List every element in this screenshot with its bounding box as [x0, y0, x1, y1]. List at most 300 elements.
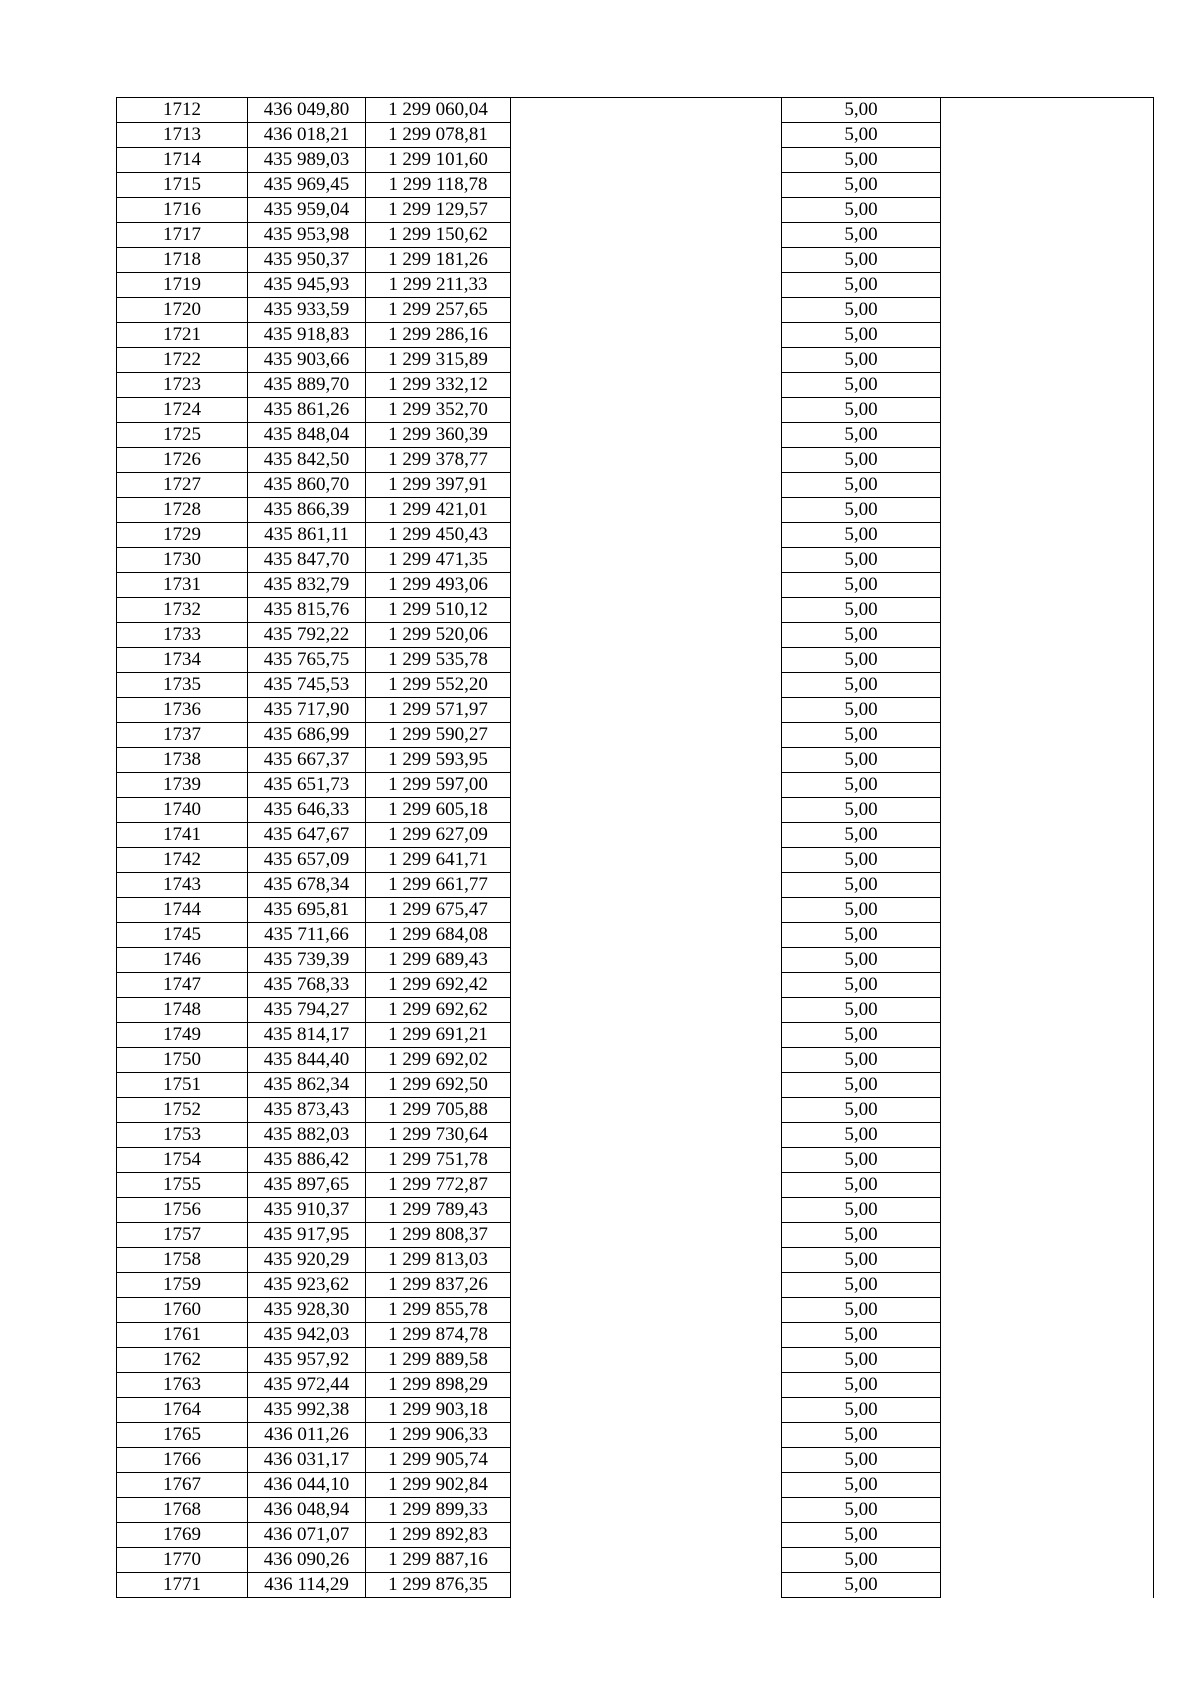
- notes-cell: [941, 1423, 1154, 1448]
- x-coordinate-cell: 435 918,83: [248, 323, 366, 348]
- table-row: [117, 1298, 1154, 1323]
- blank-cell: [511, 173, 782, 198]
- precision-cell: 5,00: [782, 1123, 941, 1148]
- precision-cell: 5,00: [782, 348, 941, 373]
- y-coordinate-cell: 1 299 118,78: [366, 173, 511, 198]
- table-row: [117, 1198, 1154, 1223]
- table-row: [117, 198, 1154, 223]
- table-row: [117, 723, 1154, 748]
- notes-cell: [941, 123, 1154, 148]
- y-coordinate-cell: 1 299 675,47: [366, 898, 511, 923]
- y-coordinate-cell: 1 299 692,62: [366, 998, 511, 1023]
- blank-cell: [511, 223, 782, 248]
- point-number-cell: 1713: [117, 123, 248, 148]
- y-coordinate-cell: 1 299 129,57: [366, 198, 511, 223]
- precision-cell: 5,00: [782, 1348, 941, 1373]
- y-coordinate-cell: 1 299 855,78: [366, 1298, 511, 1323]
- blank-cell: [511, 1548, 782, 1573]
- precision-cell: 5,00: [782, 1498, 941, 1523]
- blank-cell: [511, 1573, 782, 1598]
- blank-cell: [511, 848, 782, 873]
- table-row: [117, 1448, 1154, 1473]
- point-number-cell: 1763: [117, 1373, 248, 1398]
- table-row: [117, 1273, 1154, 1298]
- precision-cell: 5,00: [782, 1323, 941, 1348]
- table-row: [117, 823, 1154, 848]
- precision-cell: 5,00: [782, 1548, 941, 1573]
- table-row: [117, 623, 1154, 648]
- blank-cell: [511, 723, 782, 748]
- y-coordinate-cell: 1 299 520,06: [366, 623, 511, 648]
- precision-cell: 5,00: [782, 1023, 941, 1048]
- x-coordinate-cell: 435 903,66: [248, 348, 366, 373]
- x-coordinate-cell: 435 848,04: [248, 423, 366, 448]
- y-coordinate-cell: 1 299 378,77: [366, 448, 511, 473]
- point-number-cell: 1714: [117, 148, 248, 173]
- table-row: [117, 1398, 1154, 1423]
- table-row: [117, 423, 1154, 448]
- x-coordinate-cell: 435 667,37: [248, 748, 366, 773]
- y-coordinate-cell: 1 299 590,27: [366, 723, 511, 748]
- x-coordinate-cell: 435 792,22: [248, 623, 366, 648]
- point-number-cell: 1751: [117, 1073, 248, 1098]
- precision-cell: 5,00: [782, 973, 941, 998]
- notes-cell: [941, 1148, 1154, 1173]
- point-number-cell: 1771: [117, 1573, 248, 1598]
- point-number-cell: 1742: [117, 848, 248, 873]
- x-coordinate-cell: 435 953,98: [248, 223, 366, 248]
- notes-cell: [941, 1198, 1154, 1223]
- precision-cell: 5,00: [782, 748, 941, 773]
- table-row: [117, 273, 1154, 298]
- notes-cell: [941, 823, 1154, 848]
- blank-cell: [511, 1023, 782, 1048]
- x-coordinate-cell: 436 049,80: [248, 98, 366, 123]
- precision-cell: 5,00: [782, 498, 941, 523]
- blank-cell: [511, 298, 782, 323]
- notes-cell: [941, 1548, 1154, 1573]
- notes-cell: [941, 798, 1154, 823]
- x-coordinate-cell: 436 114,29: [248, 1573, 366, 1598]
- notes-cell: [941, 1073, 1154, 1098]
- blank-cell: [511, 1098, 782, 1123]
- table-row: [117, 248, 1154, 273]
- blank-cell: [511, 123, 782, 148]
- notes-cell: [941, 173, 1154, 198]
- precision-cell: 5,00: [782, 473, 941, 498]
- blank-cell: [511, 1073, 782, 1098]
- table-row: [117, 398, 1154, 423]
- table-row: [117, 1473, 1154, 1498]
- x-coordinate-cell: 435 860,70: [248, 473, 366, 498]
- x-coordinate-cell: 435 910,37: [248, 1198, 366, 1223]
- y-coordinate-cell: 1 299 808,37: [366, 1223, 511, 1248]
- notes-cell: [941, 98, 1154, 123]
- table-row: [117, 1073, 1154, 1098]
- point-number-cell: 1739: [117, 773, 248, 798]
- table-row: [117, 1098, 1154, 1123]
- x-coordinate-cell: 435 989,03: [248, 148, 366, 173]
- notes-cell: [941, 598, 1154, 623]
- point-number-cell: 1747: [117, 973, 248, 998]
- notes-cell: [941, 873, 1154, 898]
- point-number-cell: 1762: [117, 1348, 248, 1373]
- x-coordinate-cell: 435 832,79: [248, 573, 366, 598]
- y-coordinate-cell: 1 299 641,71: [366, 848, 511, 873]
- blank-cell: [511, 873, 782, 898]
- precision-cell: 5,00: [782, 648, 941, 673]
- blank-cell: [511, 1323, 782, 1348]
- point-number-cell: 1744: [117, 898, 248, 923]
- notes-cell: [941, 623, 1154, 648]
- table-row: [117, 523, 1154, 548]
- table-row: [117, 1423, 1154, 1448]
- point-number-cell: 1748: [117, 998, 248, 1023]
- point-number-cell: 1770: [117, 1548, 248, 1573]
- precision-cell: 5,00: [782, 1573, 941, 1598]
- notes-cell: [941, 1298, 1154, 1323]
- notes-cell: [941, 923, 1154, 948]
- y-coordinate-cell: 1 299 692,50: [366, 1073, 511, 1098]
- precision-cell: 5,00: [782, 923, 941, 948]
- notes-cell: [941, 848, 1154, 873]
- point-number-cell: 1717: [117, 223, 248, 248]
- notes-cell: [941, 723, 1154, 748]
- notes-cell: [941, 448, 1154, 473]
- point-number-cell: 1723: [117, 373, 248, 398]
- blank-cell: [511, 323, 782, 348]
- y-coordinate-cell: 1 299 493,06: [366, 573, 511, 598]
- precision-cell: 5,00: [782, 1098, 941, 1123]
- precision-cell: 5,00: [782, 198, 941, 223]
- y-coordinate-cell: 1 299 535,78: [366, 648, 511, 673]
- y-coordinate-cell: 1 299 421,01: [366, 498, 511, 523]
- x-coordinate-cell: 435 765,75: [248, 648, 366, 673]
- x-coordinate-cell: 435 844,40: [248, 1048, 366, 1073]
- point-number-cell: 1766: [117, 1448, 248, 1473]
- point-number-cell: 1756: [117, 1198, 248, 1223]
- point-number-cell: 1753: [117, 1123, 248, 1148]
- point-number-cell: 1726: [117, 448, 248, 473]
- blank-cell: [511, 1173, 782, 1198]
- x-coordinate-cell: 435 959,04: [248, 198, 366, 223]
- point-number-cell: 1746: [117, 948, 248, 973]
- point-number-cell: 1768: [117, 1498, 248, 1523]
- x-coordinate-cell: 435 972,44: [248, 1373, 366, 1398]
- point-number-cell: 1767: [117, 1473, 248, 1498]
- notes-cell: [941, 1123, 1154, 1148]
- notes-cell: [941, 473, 1154, 498]
- point-number-cell: 1724: [117, 398, 248, 423]
- x-coordinate-cell: 435 678,34: [248, 873, 366, 898]
- blank-cell: [511, 248, 782, 273]
- table-row: [117, 548, 1154, 573]
- table-row: [117, 1173, 1154, 1198]
- point-number-cell: 1729: [117, 523, 248, 548]
- table-row: [117, 673, 1154, 698]
- y-coordinate-cell: 1 299 397,91: [366, 473, 511, 498]
- blank-cell: [511, 348, 782, 373]
- notes-cell: [941, 973, 1154, 998]
- point-number-cell: 1738: [117, 748, 248, 773]
- precision-cell: 5,00: [782, 1373, 941, 1398]
- y-coordinate-cell: 1 299 837,26: [366, 1273, 511, 1298]
- point-number-cell: 1719: [117, 273, 248, 298]
- x-coordinate-cell: 435 646,33: [248, 798, 366, 823]
- table-row: [117, 1248, 1154, 1273]
- y-coordinate-cell: 1 299 684,08: [366, 923, 511, 948]
- notes-cell: [941, 1323, 1154, 1348]
- blank-cell: [511, 198, 782, 223]
- precision-cell: 5,00: [782, 298, 941, 323]
- table-row: [117, 1523, 1154, 1548]
- y-coordinate-cell: 1 299 876,35: [366, 1573, 511, 1598]
- y-coordinate-cell: 1 299 471,35: [366, 548, 511, 573]
- y-coordinate-cell: 1 299 101,60: [366, 148, 511, 173]
- y-coordinate-cell: 1 299 510,12: [366, 598, 511, 623]
- blank-cell: [511, 1223, 782, 1248]
- x-coordinate-cell: 435 950,37: [248, 248, 366, 273]
- table-row: [117, 873, 1154, 898]
- x-coordinate-cell: 435 815,76: [248, 598, 366, 623]
- point-number-cell: 1734: [117, 648, 248, 673]
- precision-cell: 5,00: [782, 698, 941, 723]
- precision-cell: 5,00: [782, 273, 941, 298]
- point-number-cell: 1765: [117, 1423, 248, 1448]
- table-row: [117, 498, 1154, 523]
- y-coordinate-cell: 1 299 605,18: [366, 798, 511, 823]
- y-coordinate-cell: 1 299 705,88: [366, 1098, 511, 1123]
- table-row: [117, 598, 1154, 623]
- blank-cell: [511, 548, 782, 573]
- y-coordinate-cell: 1 299 450,43: [366, 523, 511, 548]
- x-coordinate-cell: 435 992,38: [248, 1398, 366, 1423]
- precision-cell: 5,00: [782, 1523, 941, 1548]
- precision-cell: 5,00: [782, 823, 941, 848]
- precision-cell: 5,00: [782, 448, 941, 473]
- table-row: [117, 973, 1154, 998]
- y-coordinate-cell: 1 299 906,33: [366, 1423, 511, 1448]
- table-row: [117, 573, 1154, 598]
- blank-cell: [511, 948, 782, 973]
- blank-cell: [511, 1348, 782, 1373]
- notes-cell: [941, 1348, 1154, 1373]
- blank-cell: [511, 398, 782, 423]
- blank-cell: [511, 673, 782, 698]
- point-number-cell: 1733: [117, 623, 248, 648]
- precision-cell: 5,00: [782, 948, 941, 973]
- table-row: [117, 173, 1154, 198]
- x-coordinate-cell: 435 886,42: [248, 1148, 366, 1173]
- point-number-cell: 1759: [117, 1273, 248, 1298]
- blank-cell: [511, 1473, 782, 1498]
- blank-cell: [511, 373, 782, 398]
- x-coordinate-cell: 436 011,26: [248, 1423, 366, 1448]
- point-number-cell: 1736: [117, 698, 248, 723]
- table-row: [117, 98, 1154, 123]
- y-coordinate-cell: 1 299 691,21: [366, 1023, 511, 1048]
- x-coordinate-cell: 435 768,33: [248, 973, 366, 998]
- blank-cell: [511, 798, 782, 823]
- point-number-cell: 1764: [117, 1398, 248, 1423]
- precision-cell: 5,00: [782, 848, 941, 873]
- point-number-cell: 1757: [117, 1223, 248, 1248]
- y-coordinate-cell: 1 299 150,62: [366, 223, 511, 248]
- y-coordinate-cell: 1 299 730,64: [366, 1123, 511, 1148]
- blank-cell: [511, 773, 782, 798]
- x-coordinate-cell: 435 945,93: [248, 273, 366, 298]
- x-coordinate-cell: 435 717,90: [248, 698, 366, 723]
- x-coordinate-cell: 435 969,45: [248, 173, 366, 198]
- y-coordinate-cell: 1 299 060,04: [366, 98, 511, 123]
- x-coordinate-cell: 435 873,43: [248, 1098, 366, 1123]
- blank-cell: [511, 923, 782, 948]
- x-coordinate-cell: 436 044,10: [248, 1473, 366, 1498]
- table-row: [117, 998, 1154, 1023]
- precision-cell: 5,00: [782, 998, 941, 1023]
- notes-cell: [941, 573, 1154, 598]
- blank-cell: [511, 1373, 782, 1398]
- blank-cell: [511, 473, 782, 498]
- blank-cell: [511, 598, 782, 623]
- y-coordinate-cell: 1 299 874,78: [366, 1323, 511, 1348]
- precision-cell: 5,00: [782, 798, 941, 823]
- table-row: [117, 748, 1154, 773]
- y-coordinate-cell: 1 299 593,95: [366, 748, 511, 773]
- notes-cell: [941, 898, 1154, 923]
- precision-cell: 5,00: [782, 98, 941, 123]
- precision-cell: 5,00: [782, 1398, 941, 1423]
- y-coordinate-cell: 1 299 889,58: [366, 1348, 511, 1373]
- point-number-cell: 1715: [117, 173, 248, 198]
- table-row: [117, 1023, 1154, 1048]
- blank-cell: [511, 998, 782, 1023]
- precision-cell: 5,00: [782, 1073, 941, 1098]
- point-number-cell: 1727: [117, 473, 248, 498]
- table-row: [117, 798, 1154, 823]
- notes-cell: [941, 1573, 1154, 1598]
- blank-cell: [511, 423, 782, 448]
- notes-cell: [941, 648, 1154, 673]
- notes-cell: [941, 1023, 1154, 1048]
- table-row: [117, 123, 1154, 148]
- point-number-cell: 1732: [117, 598, 248, 623]
- y-coordinate-cell: 1 299 627,09: [366, 823, 511, 848]
- table-row: [117, 323, 1154, 348]
- table-row: [117, 1373, 1154, 1398]
- blank-cell: [511, 523, 782, 548]
- y-coordinate-cell: 1 299 692,42: [366, 973, 511, 998]
- notes-cell: [941, 148, 1154, 173]
- notes-cell: [941, 398, 1154, 423]
- x-coordinate-cell: 435 862,34: [248, 1073, 366, 1098]
- x-coordinate-cell: 435 847,70: [248, 548, 366, 573]
- precision-cell: 5,00: [782, 523, 941, 548]
- notes-cell: [941, 1398, 1154, 1423]
- point-number-cell: 1741: [117, 823, 248, 848]
- table-row: [117, 1148, 1154, 1173]
- x-coordinate-cell: 435 695,81: [248, 898, 366, 923]
- x-coordinate-cell: 435 957,92: [248, 1348, 366, 1373]
- y-coordinate-cell: 1 299 211,33: [366, 273, 511, 298]
- y-coordinate-cell: 1 299 286,16: [366, 323, 511, 348]
- point-number-cell: 1761: [117, 1323, 248, 1348]
- y-coordinate-cell: 1 299 332,12: [366, 373, 511, 398]
- y-coordinate-cell: 1 299 661,77: [366, 873, 511, 898]
- point-number-cell: 1737: [117, 723, 248, 748]
- table-row: [117, 373, 1154, 398]
- notes-cell: [941, 1048, 1154, 1073]
- blank-cell: [511, 448, 782, 473]
- table-row: [117, 948, 1154, 973]
- precision-cell: 5,00: [782, 1448, 941, 1473]
- point-number-cell: 1730: [117, 548, 248, 573]
- y-coordinate-cell: 1 299 689,43: [366, 948, 511, 973]
- y-coordinate-cell: 1 299 552,20: [366, 673, 511, 698]
- y-coordinate-cell: 1 299 315,89: [366, 348, 511, 373]
- notes-cell: [941, 773, 1154, 798]
- x-coordinate-cell: 436 048,94: [248, 1498, 366, 1523]
- precision-cell: 5,00: [782, 673, 941, 698]
- precision-cell: 5,00: [782, 573, 941, 598]
- y-coordinate-cell: 1 299 789,43: [366, 1198, 511, 1223]
- x-coordinate-cell: 435 794,27: [248, 998, 366, 1023]
- notes-cell: [941, 998, 1154, 1023]
- point-number-cell: 1725: [117, 423, 248, 448]
- notes-cell: [941, 198, 1154, 223]
- blank-cell: [511, 1273, 782, 1298]
- x-coordinate-cell: 435 657,09: [248, 848, 366, 873]
- precision-cell: 5,00: [782, 423, 941, 448]
- precision-cell: 5,00: [782, 1273, 941, 1298]
- point-number-cell: 1749: [117, 1023, 248, 1048]
- x-coordinate-cell: 435 861,26: [248, 398, 366, 423]
- x-coordinate-cell: 435 917,95: [248, 1223, 366, 1248]
- point-number-cell: 1735: [117, 673, 248, 698]
- x-coordinate-cell: 435 686,99: [248, 723, 366, 748]
- blank-cell: [511, 1248, 782, 1273]
- blank-cell: [511, 1448, 782, 1473]
- precision-cell: 5,00: [782, 723, 941, 748]
- table-row: [117, 1548, 1154, 1573]
- x-coordinate-cell: 435 651,73: [248, 773, 366, 798]
- point-number-cell: 1721: [117, 323, 248, 348]
- table-row: [117, 348, 1154, 373]
- y-coordinate-cell: 1 299 257,65: [366, 298, 511, 323]
- table-row: [117, 448, 1154, 473]
- blank-cell: [511, 1298, 782, 1323]
- y-coordinate-cell: 1 299 899,33: [366, 1498, 511, 1523]
- precision-cell: 5,00: [782, 1248, 941, 1273]
- y-coordinate-cell: 1 299 352,70: [366, 398, 511, 423]
- point-number-cell: 1745: [117, 923, 248, 948]
- precision-cell: 5,00: [782, 223, 941, 248]
- x-coordinate-cell: 436 018,21: [248, 123, 366, 148]
- x-coordinate-cell: 435 739,39: [248, 948, 366, 973]
- coordinates-table: [116, 97, 1154, 1598]
- precision-cell: 5,00: [782, 1048, 941, 1073]
- y-coordinate-cell: 1 299 360,39: [366, 423, 511, 448]
- blank-cell: [511, 623, 782, 648]
- y-coordinate-cell: 1 299 813,03: [366, 1248, 511, 1273]
- notes-cell: [941, 1473, 1154, 1498]
- precision-cell: 5,00: [782, 898, 941, 923]
- blank-cell: [511, 1123, 782, 1148]
- precision-cell: 5,00: [782, 1423, 941, 1448]
- point-number-cell: 1760: [117, 1298, 248, 1323]
- table-row: [117, 1323, 1154, 1348]
- y-coordinate-cell: 1 299 078,81: [366, 123, 511, 148]
